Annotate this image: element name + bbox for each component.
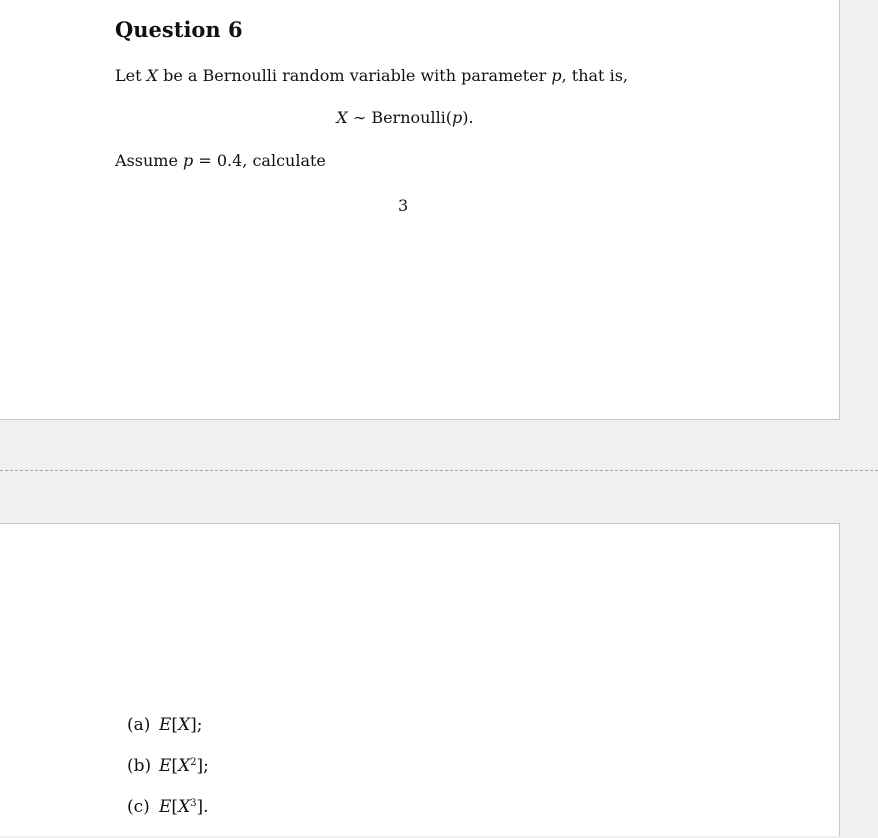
equation-dist: Bernoulli( (371, 108, 453, 127)
bracket-close: ]. (196, 797, 209, 817)
bracket-open: [ (171, 797, 179, 817)
part-variable-x: X (178, 715, 191, 735)
page-break-divider (0, 470, 878, 471)
intro-mid: be a Bernoulli random variable with parameter (158, 66, 552, 85)
part-variable-x: X (178, 756, 191, 776)
document-page-bottom (0, 523, 840, 836)
part-c (127, 797, 209, 838)
intro-tail: , that is, (561, 66, 628, 85)
parameter-p: p (551, 66, 562, 85)
equation-p: p (452, 108, 463, 127)
question-intro (115, 66, 628, 86)
distribution-equation (0, 108, 810, 128)
equation-sim: ∼ (347, 108, 372, 127)
expectation-e: E (159, 756, 172, 776)
part-label: (c) (127, 797, 150, 817)
bracket-close: ]; (196, 756, 209, 776)
part-label: (a) (127, 715, 151, 735)
expectation-e: E (159, 715, 172, 735)
assumption-text (115, 151, 326, 171)
bracket-close: ]; (190, 715, 203, 735)
bracket-open: [ (171, 715, 179, 735)
variable-x: X (146, 66, 158, 85)
part-a (127, 715, 209, 756)
equation-x: X (336, 108, 348, 127)
expectation-e: E (159, 797, 172, 817)
part-label: (b) (127, 756, 152, 776)
assume-p: p (183, 151, 194, 170)
question-title: Question 6 (115, 17, 243, 42)
exponent: 3 (190, 798, 197, 809)
part-b (127, 756, 209, 797)
part-variable-x: X (178, 797, 191, 817)
intro-lead: Let (115, 66, 147, 85)
equation-close: ). (462, 108, 474, 127)
question-parts-list (127, 715, 209, 838)
page-number: 3 (398, 196, 409, 215)
document-page-top (0, 0, 840, 420)
bracket-open: [ (171, 756, 179, 776)
assume-value: = 0.4, calculate (193, 151, 326, 170)
exponent: 2 (190, 757, 197, 768)
assume-lead: Assume (115, 151, 184, 170)
